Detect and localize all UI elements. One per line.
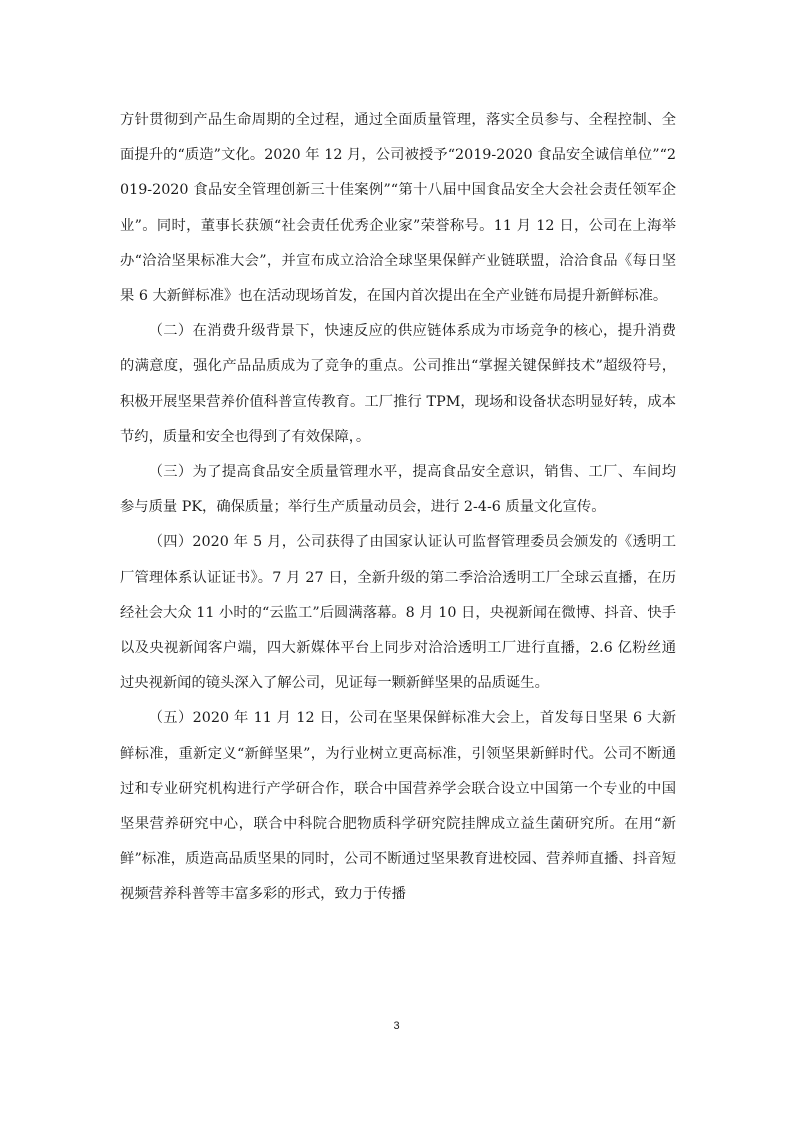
paragraph-section-3: （三）为了提高食品安全质量管理水平，提高食品安全意识，销售、工厂、车间均参与质量 PK，确保质量；举行生产质量动员会，进行 2-4-6 质量文化宣传。 [120,464,676,516]
paragraph-continuation: 方针贯彻到产品生命周期的全过程，通过全面质量管理，落实全员参与、全程控制、全面提升的“质造”文化。2020 年 12 月，公司被授予“2019-2020 食品安全诚信单位”“2019-2020 食品安全管理创新三十佳案例”“第十八届中国食品安全大会社会责任领军企业”。同时，董事长获颁“社会责任优秀企业家”荣誉称号。11 月 12 日，公司在上海举办“洽洽坚果标准大会”，并宣布成立洽洽全球坚果保鲜产业链联盟，洽洽食品《每日坚果 6 大新鲜标准》也在活动现场首发，在国内首次提出在全产业链布局提升新鲜标准。 [120,112,676,305]
paragraph-section-2: （二）在消费升级背景下，快速反应的供应链体系成为市场竞争的核心，提升消费的满意度，强化产品品质成为了竞争的重点。公司推出“掌握关键保鲜技术”超级符号，积极开展坚果营养价值科普宣传教育。工厂推行 TPM，现场和设备状态明显好转，成本节约，质量和安全也得到了有效保障，。 [120,323,676,445]
paragraph-section-4: （四）2020 年 5 月，公司获得了由国家认证认可监督管理委员会颁发的《透明工厂管理体系认证证书》。7 月 27 日，全新升级的第二季洽洽透明工厂全球云直播，在历经社会大众 11 小时的“云监工”后圆满落幕。8 月 10 日，央视新闻在微博、抖音、快手以及央视新闻客户端，四大新媒体平台上同步对洽洽透明工厂进行直播，2.6 亿粉丝通过央视新闻的镜头深入了解公司，见证每一颗新鲜坚果的品质诞生。 [120,534,676,692]
page-number: 3 [393,1020,400,1032]
body-text [120,103,676,913]
paragraph-section-5: （五）2020 年 11 月 12 日，公司在坚果保鲜标准大会上，首发每日坚果 6 大新鲜标准，重新定义“新鲜坚果”，为行业树立更高标准，引领坚果新鲜时代。公司不断通过和专业研究机构进行产学研合作，联合中国营养学会联合设立中国第一个专业的中国坚果营养研究中心，联合中科院合肥物质科学研究院挂牌成立益生菌研究所。在用“新鲜”标准，质造高品质坚果的同时，公司不断通过坚果教育进校园、营养师直播、抖音短视频营养科普等丰富多彩的形式，致力于传播 [120,710,676,903]
